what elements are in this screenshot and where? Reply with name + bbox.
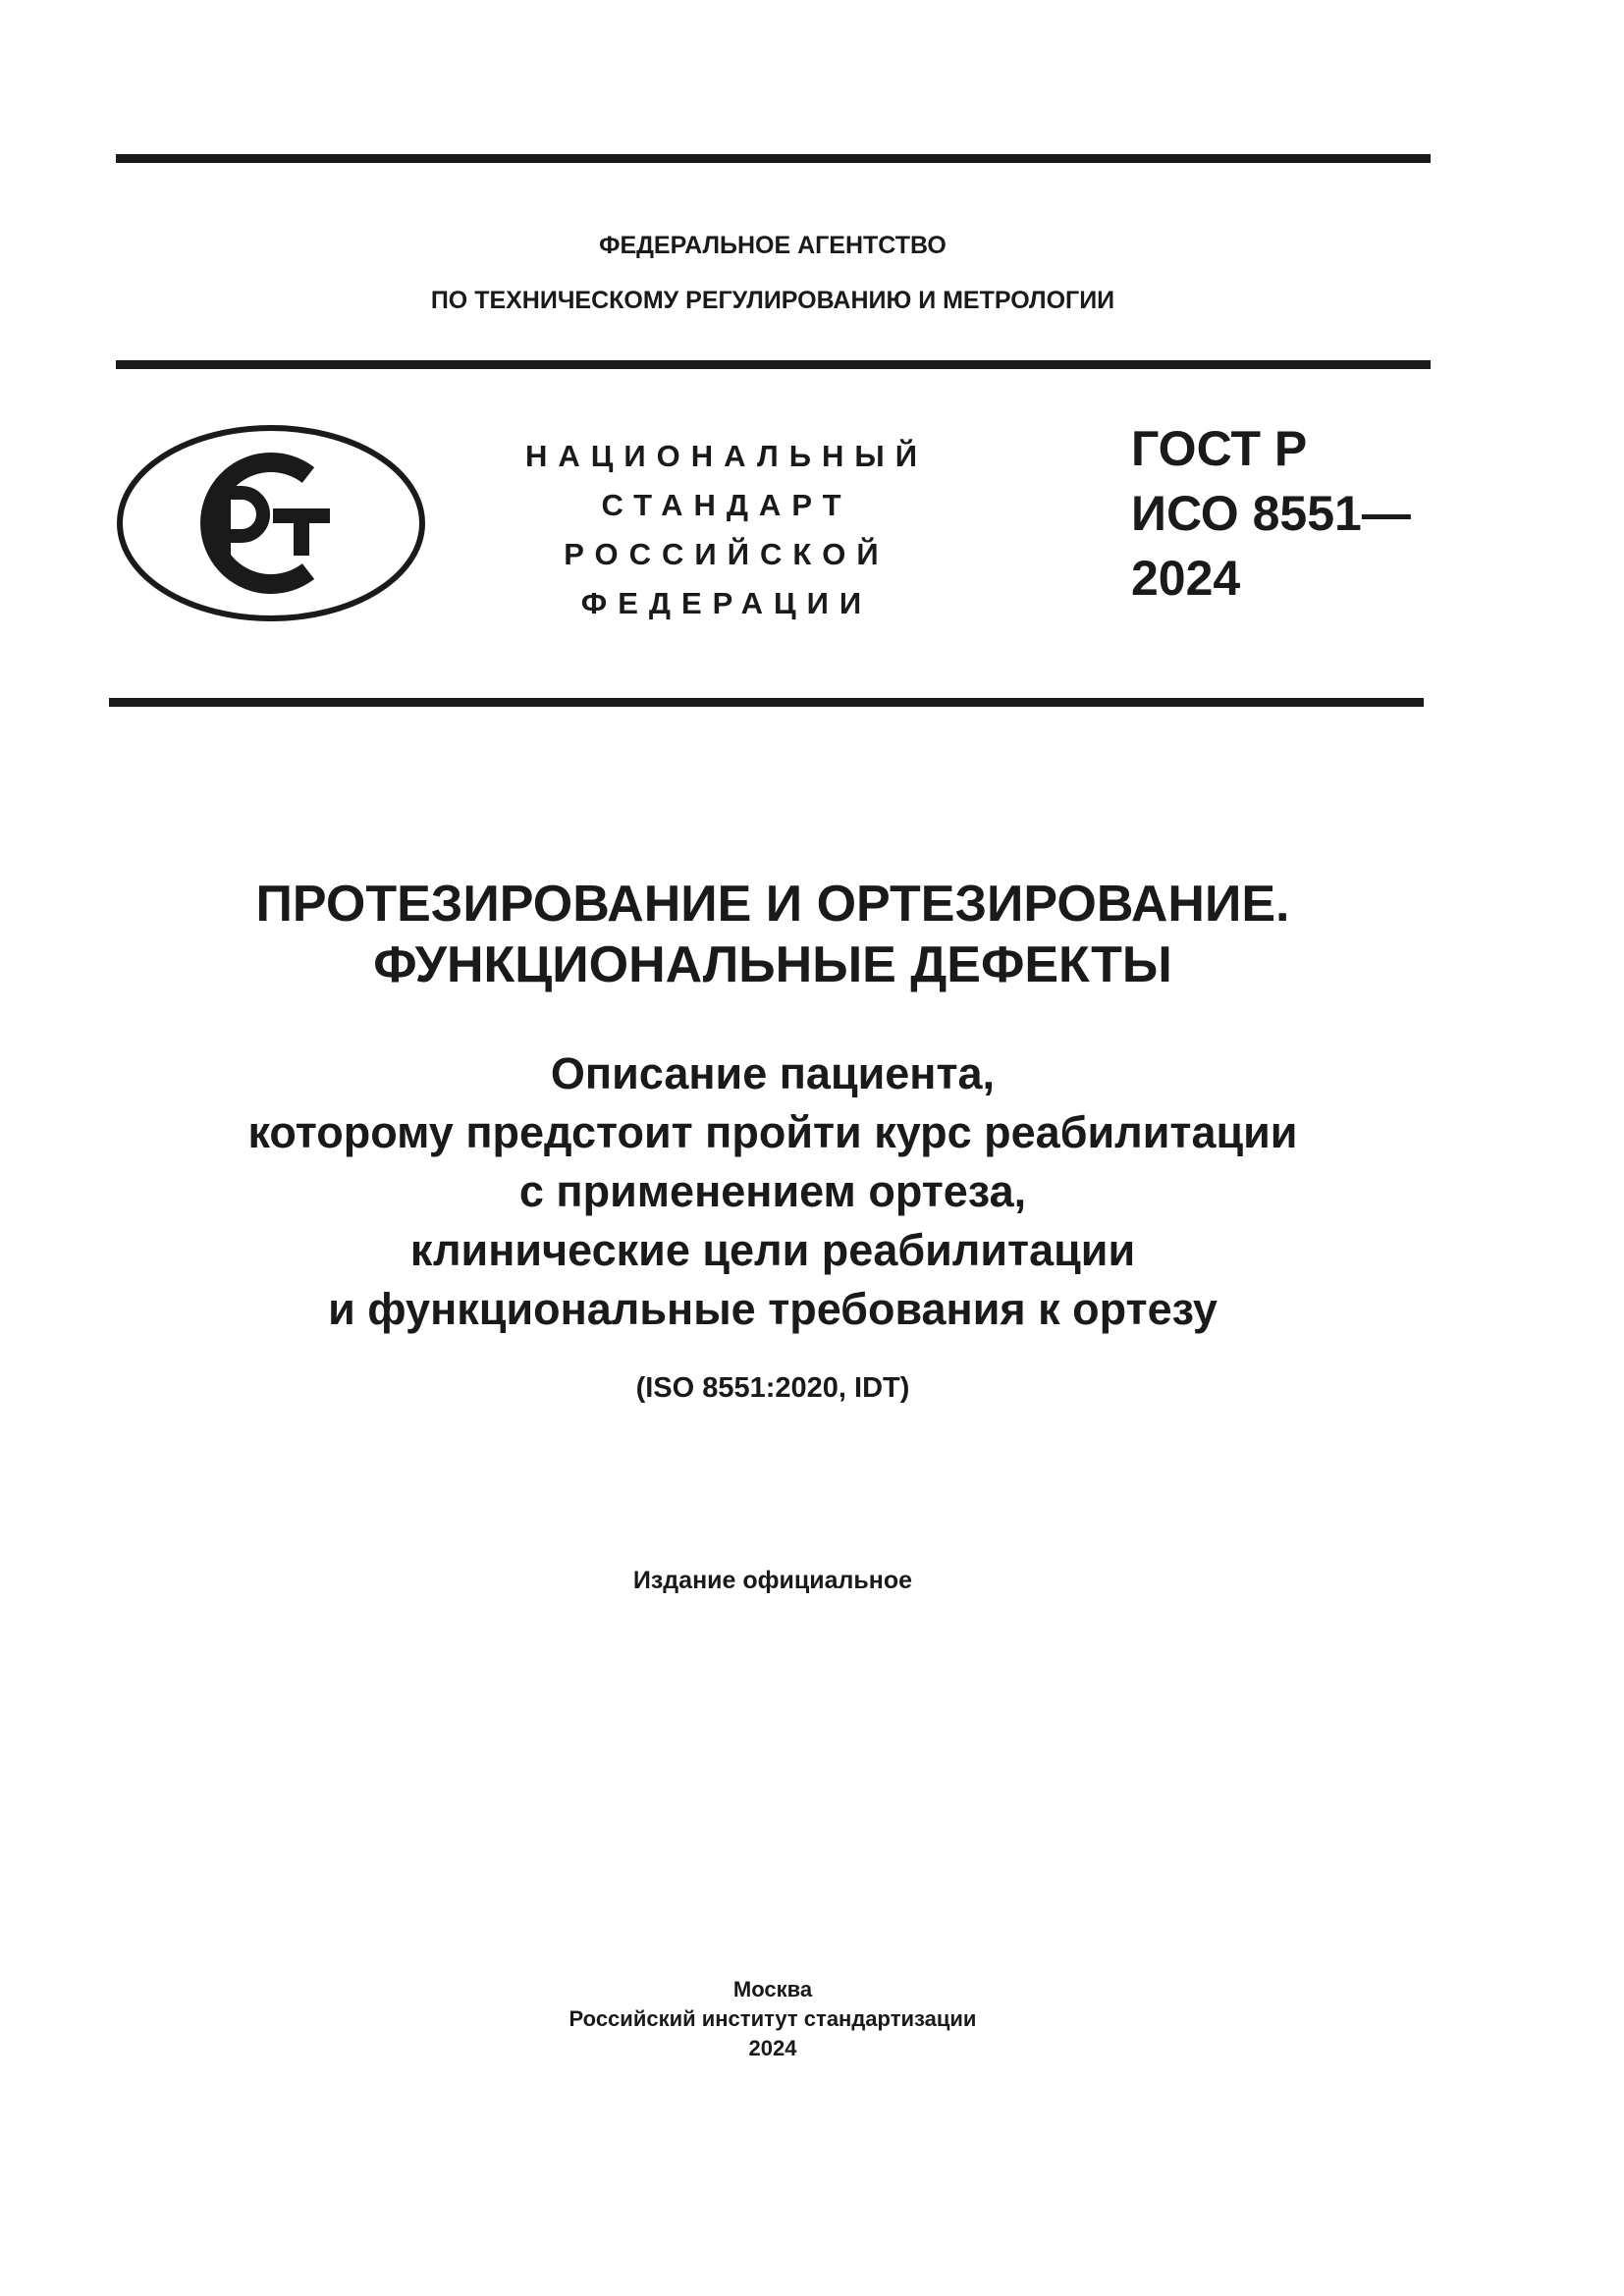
agency-line-2: ПО ТЕХНИЧЕСКОМУ РЕГУЛИРОВАНИЮ И МЕТРОЛОГИИ [430, 287, 1115, 314]
header-rule [109, 698, 1424, 707]
designation-line-1: ГОСТ Р [1131, 421, 1308, 476]
rst-logo [116, 424, 426, 622]
subtitle-line-4: клинические цели реабилитации [409, 1225, 1136, 1275]
imprint [0, 1975, 1545, 2063]
agency-line-1: ФЕДЕРАЛЬНОЕ АГЕНТСТВО [599, 232, 947, 259]
designation-line-3: 2024 [1131, 551, 1241, 606]
edition-label: Издание официальное [632, 1567, 913, 1594]
standard-designation [1131, 416, 1411, 611]
subtitle-line-1: Описание пациента, [550, 1048, 996, 1098]
imprint-city: Москва [732, 1977, 813, 2002]
agency-name [0, 218, 1545, 328]
imprint-year: 2024 [748, 2036, 797, 2060]
title-line-1: ПРОТЕЗИРОВАНИЕ И ОРТЕЗИРОВАНИЕ. [255, 876, 1290, 933]
natstd-line-3: РОССИЙСКОЙ [564, 537, 890, 571]
designation-line-2: ИСО 8551— [1131, 486, 1411, 541]
document-subtitle [0, 1044, 1545, 1339]
natstd-line-1: НАЦИОНАЛЬНЫЙ [524, 439, 929, 473]
subtitle-line-5: и функциональные требования к ортезу [328, 1284, 1218, 1334]
agency-rule [116, 360, 1431, 369]
subtitle-line-3: с применением ортеза, [518, 1166, 1027, 1216]
imprint-publisher: Российский институт стандартизации [568, 2006, 977, 2031]
top-rule [116, 154, 1431, 163]
natstd-line-2: СТАНДАРТ [601, 488, 852, 522]
subtitle-line-2: которому предстоит пройти курс реабилитации [247, 1107, 1298, 1157]
iso-reference: (ISO 8551:2020, IDT) [635, 1372, 910, 1404]
title-line-2: ФУНКЦИОНАЛЬНЫЕ ДЕФЕКТЫ [373, 936, 1172, 993]
document-title [0, 874, 1545, 995]
national-standard-label [501, 432, 952, 628]
natstd-line-4: ФЕДЕРАЦИИ [580, 586, 873, 620]
